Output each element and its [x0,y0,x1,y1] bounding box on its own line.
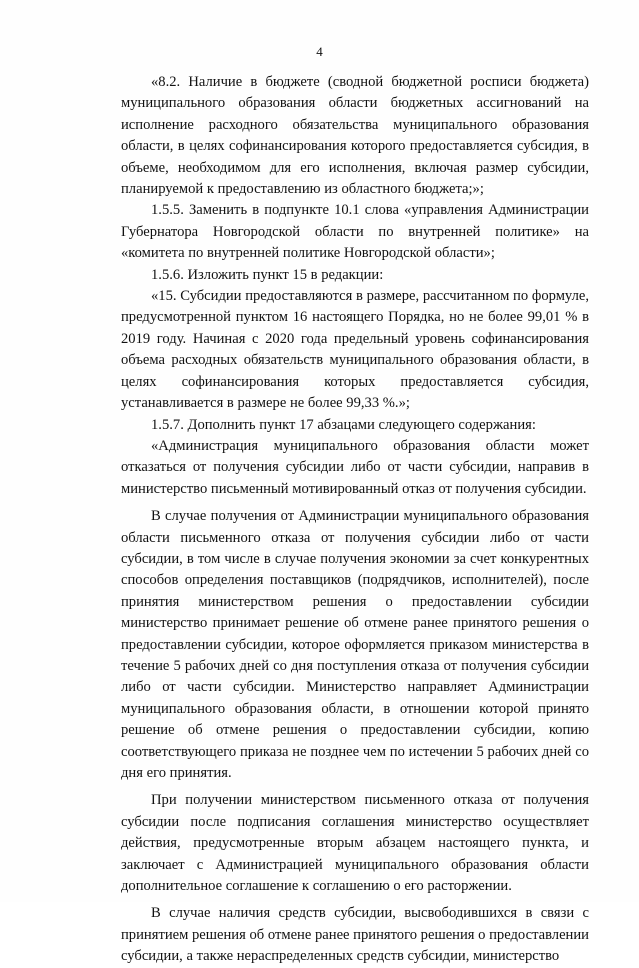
paragraph-refusal: «Администрация муниципального образования области может отказаться от получения субсидии либо от части субсидии, направив в министерство письменный мотивированный отказ от получения субсидии. [121,437,589,497]
page-number: 4 [316,44,323,59]
document-body [121,72,589,968]
paragraph-agreement-termination: При получении министерством письменного отказа от получения субсидии после подписания соглашения министерство осуществляет действия, предусмотренные вторым абзацем настоящего пункта, и заключает с Администрацией муниципального образования области дополнительное соглашение к соглашению о его расторжении. [121,792,589,895]
paragraph-refusal-procedure: В случае получения от Администрации муниципального образования области письменного отказа от получения субсидии либо от части субсидии, в том числе в случае получения экономии за счет конкурентных способов определения поставщиков (подрядчиков, исполнителей), после принятия министерством решения о предоставлении субсидии министерство принимает решение об отмене ранее принятого решения о предоставлении субсидии, которое оформляется приказом министерства в течение 5 рабочих дней со дня поступления отказа от получения субсидии либо от части субсидии. Министерство направляет Администрации муниципального образования области, в отношении которой принято решение об отмене решения о предоставлении субсидии, копию соответствующего приказа не позднее чем по истечении 5 рабочих дней со дня его принятия. [121,508,589,781]
paragraph-1-5-5: 1.5.5. Заменить в подпункте 10.1 слова «управления Администрации Губернатора Новгородской области по внутренней политике» на «комитета по внутренней политике Новгородской области»; [121,202,589,262]
paragraph-released-funds: В случае наличия средств субсидии, высвободившихся в связи с принятием решения об отмене ранее принятого решения о предоставлении субсидии, а также нераспределенных средств субсидии, министерство [121,905,589,965]
paragraph-8-2: «8.2. Наличие в бюджете (сводной бюджетной росписи бюджета) муниципального образования области бюджетных ассигнований на исполнение расходного обязательства муниципального образования области, в целях софинансирования которого предоставляется субсидия, в объеме, необходимом для его исполнения, включая размер субсидии, планируемой к предоставлению из областного бюджета;»; [121,74,589,198]
paragraph-1-5-7: 1.5.7. Дополнить пункт 17 абзацами следующего содержания: [151,416,536,433]
paragraph-15: «15. Субсидии предоставляются в размере, рассчитанном по формуле, предусмотренной пунктом 16 настоящего Порядка, но не более 99,01 % в 2019 году. Начиная с 2020 года предельный уровень софинансирования объема расходных обязательств муниципального образования области, в целях софинансирования которых предоставляется субсидия, устанавливается в размере не более 99,33 %.»; [121,288,589,412]
paragraph-1-5-6: 1.5.6. Изложить пункт 15 в редакции: [151,266,384,283]
